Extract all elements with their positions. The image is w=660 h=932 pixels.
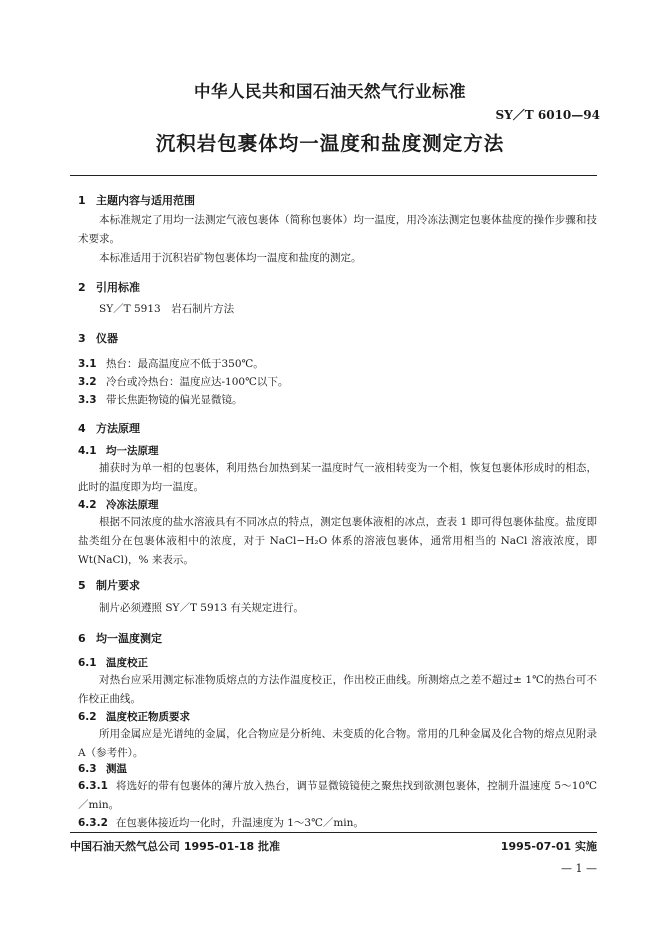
- section-number: 1: [78, 194, 86, 207]
- page-number: — 1 —: [561, 862, 597, 875]
- clause-6-3-1: [78, 777, 597, 815]
- item-text: 带长焦距物镜的偏光显微镜。: [106, 394, 243, 406]
- section-number: 2: [78, 281, 86, 294]
- subsection-4-1-heading: [78, 443, 159, 458]
- header-divider: [70, 175, 597, 176]
- clause-number: 6.3.1: [78, 780, 108, 792]
- section-5-text: 制片必须遵照 SY／T 5913 有关规定进行。: [99, 602, 304, 614]
- subsection-4-1-text: 捕获时为单一相的包裹体，利用热台加热到某一温度时气一液相转变为一个相，恢复包裹体形成时的相态，此时的温度即为均一温度。: [78, 462, 597, 493]
- section-6-heading: [78, 630, 162, 646]
- clause-text: 在包裹体接近均一化时，升温速度为 1～3℃／min。: [115, 817, 364, 829]
- subsection-number: 6.3: [78, 763, 97, 775]
- subsection-number: 6.2: [78, 711, 97, 723]
- instrument-item: [78, 356, 264, 371]
- subsection-title: 测温: [106, 763, 127, 775]
- section-5-heading: [78, 577, 140, 593]
- section-title: 主题内容与适用范围: [96, 194, 195, 207]
- subsection-4-2-heading: [78, 497, 159, 512]
- section-title: 制片要求: [96, 579, 140, 592]
- section-title: 仪器: [96, 332, 118, 345]
- item-text: 冷台或冷热台：温度应达-100℃以下。: [106, 376, 289, 388]
- section-number: 6: [78, 632, 86, 645]
- section-number: 5: [78, 579, 86, 592]
- section-3-heading: [78, 330, 118, 346]
- section-1-paragraph-2: 本标准适用于沉积岩矿物包裹体均一温度和盐度的测定。: [99, 252, 362, 264]
- subsection-number: 6.1: [78, 657, 97, 669]
- instrument-item: [78, 392, 243, 407]
- issuing-organization: 中华人民共和国石油天然气行业标准: [194, 82, 466, 101]
- footer-divider: [70, 832, 597, 833]
- item-number: 3.1: [78, 358, 97, 370]
- item-number: 3.2: [78, 376, 97, 388]
- section-number: 4: [78, 422, 86, 435]
- item-text: 热台：最高温度应不低于350℃。: [106, 358, 264, 370]
- subsection-title: 均一法原理: [106, 445, 159, 457]
- section-1-heading: [78, 192, 195, 208]
- subsection-title: 温度校正: [106, 657, 148, 669]
- subsection-6-3-heading: [78, 761, 127, 776]
- section-title: 引用标准: [96, 281, 140, 294]
- section-2-heading: [78, 279, 140, 295]
- clause-6-3-2: [78, 814, 597, 833]
- section-1-paragraph-1: 本标准规定了用均一法测定气液包裹体（简称包裹体）均一温度，用冷冻法测定包裹体盐度的操作步骤和技术要求。: [78, 214, 597, 245]
- subsection-6-1-heading: [78, 655, 148, 670]
- standard-code: SY／T 6010—94: [495, 108, 600, 122]
- item-number: 3.3: [78, 394, 97, 406]
- instrument-item: [78, 374, 288, 389]
- subsection-6-2-heading: [78, 709, 190, 724]
- section-4-heading: [78, 420, 140, 436]
- document-title: 沉积岩包裹体均一温度和盐度测定方法: [155, 132, 505, 155]
- effective-date: 1995-07-01 实施: [500, 840, 597, 853]
- section-title: 均一温度测定: [96, 632, 162, 645]
- subsection-number: 4.2: [78, 499, 97, 511]
- approval-line: 中国石油天然气总公司 1995-01-18 批准: [70, 840, 281, 853]
- subsection-6-1-text: 对热台应采用测定标准物质熔点的方法作温度校正，作出校正曲线。所测熔点之差不超过± 1℃的热台可不作校正曲线。: [78, 674, 597, 705]
- clause-number: 6.3.2: [78, 817, 108, 829]
- subsection-title: 冷冻法原理: [106, 499, 159, 511]
- subsection-title: 温度校正物质要求: [106, 711, 190, 723]
- subsection-6-2-text: 所用金属应是光谱纯的金属，化合物应是分析纯、未变质的化合物。常用的几种金属及化合物的熔点见附录 A（参考件）。: [78, 728, 597, 759]
- section-title: 方法原理: [96, 422, 140, 435]
- clause-text: 将选好的带有包裹体的薄片放入热台，调节显微镜镜使之聚焦找到欲测包裹体，控制升温速度 5～10℃／min。: [78, 780, 597, 811]
- referenced-standard: SY／T 5913 岩石制片方法: [99, 303, 235, 315]
- subsection-number: 4.1: [78, 445, 97, 457]
- subsection-4-2-text: 根据不同浓度的盐水溶液具有不同冰点的特点，测定包裹体液相的冰点，查表 1 即可得包裹体盐度。盐度即盐类组分在包裹体液相中的浓度，对于 NaCl−H₂O 体系的溶液包裹体，通常用相当的 NaCl 溶液浓度，即 Wt(NaCl)，% 来表示。: [78, 516, 597, 566]
- section-number: 3: [78, 332, 86, 345]
